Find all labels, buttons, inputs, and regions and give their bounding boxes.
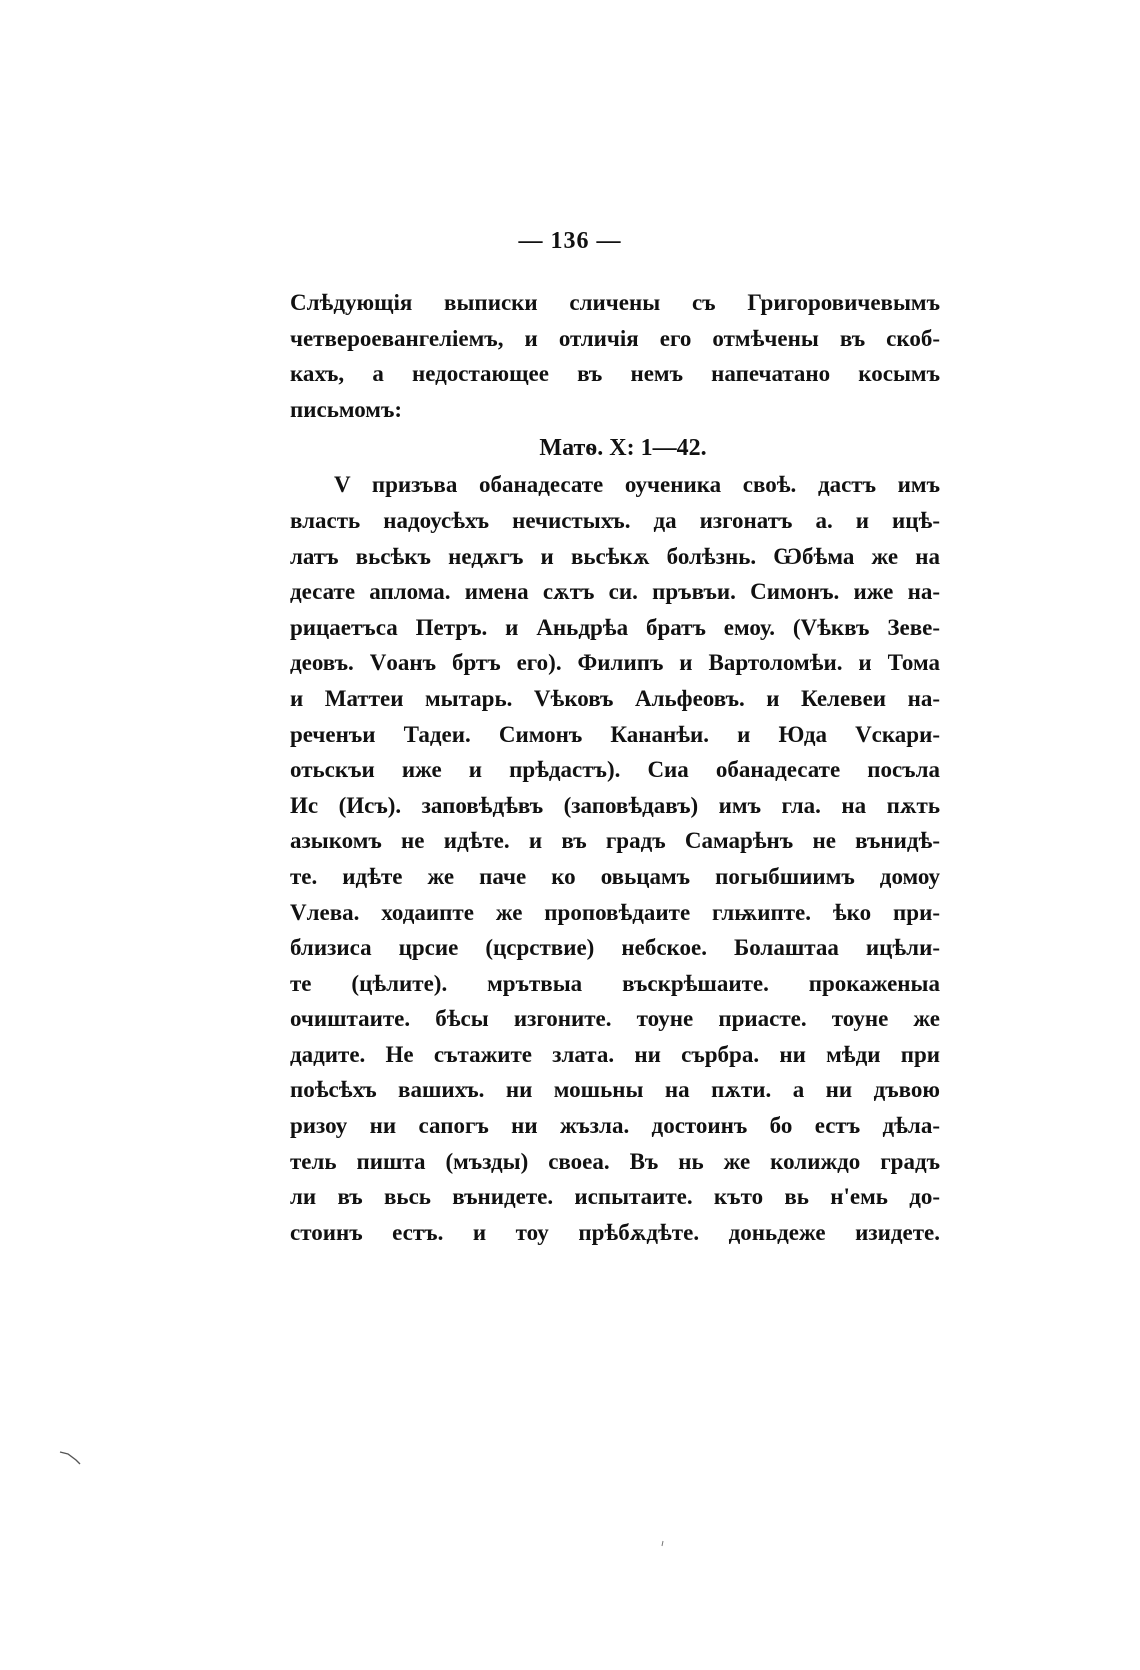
verse-line: ризоу ни сапогъ ни жъзла. достоинъ бо естъ дѣла-	[290, 1113, 940, 1139]
scan-speck-mark	[58, 1446, 84, 1468]
scan-speck-dot	[660, 1540, 666, 1548]
verse-line: и Маттеи мытарь. Vѣковъ Альфеовъ. и Келевеи на-	[290, 685, 940, 711]
section-heading: Матѳ. X: 1—42.	[539, 435, 707, 462]
intro-line: письмомъ:	[290, 396, 403, 422]
verse-line: те (цѣлите). мрътвыа въскрѣшаите. прокаженыа	[290, 970, 940, 996]
scan-speck-stroke	[60, 1452, 80, 1464]
verse-line: отьскъи иже и прѣдастъ). Сиа обанадесате посъла	[290, 757, 940, 783]
verse-line: Ис (Исъ). заповѣдѣвъ (заповѣдавъ) имъ гла. на пѫть	[290, 792, 940, 818]
verse-line: латъ вьсѣкъ недѫгъ и вьсѣкѫ болѣзнь. Ѡбѣма же на	[290, 543, 940, 569]
verse-line: очиштаите. бѣсы изгоните. тоуне приасте. тоуне же	[290, 1006, 940, 1032]
verse-line: V призъва обанадесате оученика своѣ. дастъ имъ	[334, 472, 940, 498]
verse-line: те. идѣте же паче ко овьцамъ погыбшиимъ домоу	[290, 863, 940, 889]
intro-line: Слѣдующія выписки сличены съ Григоровичевымъ	[290, 290, 940, 315]
verse-line: ли въ вьсь вънидете. испытаите. къто вь н'емь до-	[290, 1184, 940, 1210]
verse-line: стоинъ естъ. и тоу прѣбѫдѣте. доньдеже изидете.	[290, 1219, 940, 1245]
page-text	[290, 285, 940, 1250]
verse-line: Vлева. ходаипте же проповѣдаите глѭипте. ѣко при-	[290, 899, 940, 925]
verse-paragraph	[290, 467, 940, 1250]
intro-line: четвероевангеліемъ, и отличія его отмѣчены въ скоб-	[290, 325, 940, 351]
verse-line: дадите. Не сътажите злата. ни сърбра. ни мѣди при	[290, 1041, 940, 1067]
intro-paragraph	[290, 285, 940, 427]
verse-line: тель пишта (мъзды) своеа. Въ нь же колиждо градъ	[290, 1148, 940, 1174]
page-number: — 136 —	[518, 228, 622, 254]
verse-line: рицаетъса Петръ. и Аньдрѣа братъ емоу. (Vѣквъ Зеве-	[290, 614, 940, 640]
verse-line: деовъ. Vоанъ бртъ его). Филипъ и Вартоломѣи. и Тома	[290, 650, 940, 676]
verse-line: поѣсѣхъ вашихъ. ни мошьны на пѫти. а ни дъвою	[290, 1077, 940, 1103]
verse-line: власть надоусѣхъ нечистыхъ. да изгонатъ а. и ицѣ-	[290, 507, 940, 533]
intro-line: кахъ, а недостающее въ немъ напечатано косымъ	[290, 361, 940, 387]
verse-line: близиса црсие (цсрствие) небское. Болаштаа ицѣли-	[290, 935, 940, 961]
verse-line: реченъи Тадеи. Симонъ Кананѣи. и Юда Vскари-	[290, 721, 940, 747]
verse-line: азыкомъ не идѣте. и въ градъ Самарѣнъ не вънидѣ-	[290, 828, 940, 854]
scan-speck-dot-stroke	[662, 1541, 663, 1546]
verse-line: десате аплома. имена сѫтъ си. пръвъи. Симонъ. иже на-	[290, 579, 940, 605]
